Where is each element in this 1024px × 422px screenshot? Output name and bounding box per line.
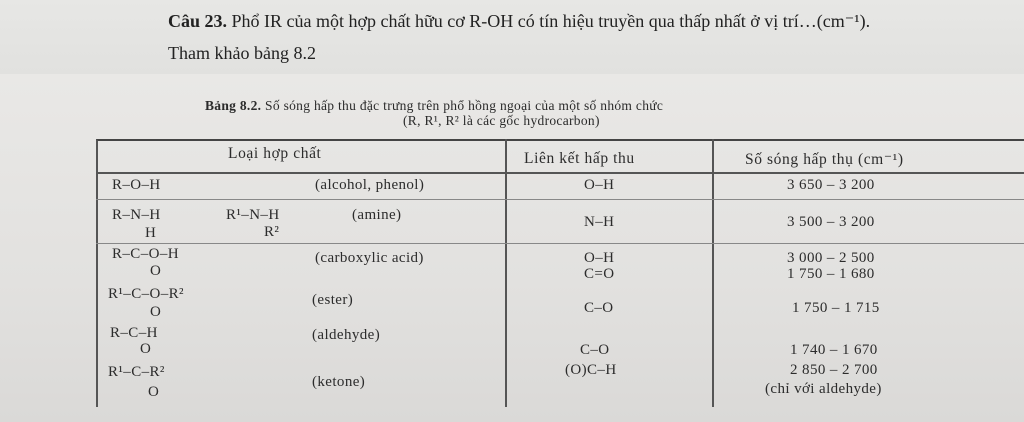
table-caption-text: Số sóng hấp thu đặc trưng trên phổ hồng ngoại của một số nhóm chức [265,98,664,113]
question-body: Phổ IR của một hợp chất hữu cơ R-OH có tín hiệu truyền qua thấp nhất ở vị trí…(cm⁻¹). [231,11,871,31]
row-divider [96,199,1024,200]
row-1-name: (alcohol, phenol) [315,177,425,193]
row-2-formula: R–N–H [112,207,161,223]
row-1-bond: O–H [584,177,615,193]
reference-text: Tham khảo bảng 8.2 [168,43,316,63]
row-2-bond: N–H [584,214,615,230]
header-bond: Liên kết hấp thu [524,150,635,167]
row-5-wavenumber: 1 740 – 1 670 [790,342,878,358]
row-3-bond: O–H [584,250,615,266]
row-6-name: (ketone) [312,374,366,390]
row-3-wavenumber: 3 000 – 2 500 [787,250,875,266]
column-divider-1 [505,139,507,407]
row-1-wavenumber: 3 650 – 3 200 [787,177,875,193]
row-6-formula: R¹–C–R² [108,364,165,380]
row-divider [96,243,1024,244]
header-divider [96,172,1024,174]
table-caption-note: (R, R¹, R² là các gốc hydrocarbon) [403,113,600,128]
row-3-formula: R–C–O–H [112,246,179,262]
row-3-bond2: C=O [584,266,615,282]
row-5-formula-sub: O [140,341,152,357]
header-wavenumber: Số sóng hấp thụ (cm⁻¹) [745,151,904,168]
row-4-name: (ester) [312,292,354,308]
row-4-formula-sub: O [150,304,162,320]
question-number: Câu 23. [168,11,228,31]
row-4-bond: C–O [584,300,614,316]
row-3-formula-sub: O [150,263,162,279]
row-2-formula2: R¹–N–H [226,207,280,223]
row-4-wavenumber: 1 750 – 1 715 [792,300,880,316]
row-5-name: (aldehyde) [312,327,381,343]
table-caption-title: Bảng 8.2. [205,98,262,113]
ir-table [96,139,1024,407]
row-3-wavenumber2: 1 750 – 1 680 [787,266,875,282]
row-5-bond: C–O [580,342,610,358]
row-2-formula-sub: H [145,225,157,241]
row-2-formula2-sub: R² [264,224,280,240]
row-6-wavenumber: 2 850 – 2 700 [790,362,878,378]
row-1-formula: R–O–H [112,177,161,193]
row-6-wavenumber-note: (chỉ với aldehyde) [765,381,882,397]
question-text [168,10,1008,32]
row-2-name: (amine) [352,207,402,223]
row-4-formula: R¹–C–O–R² [108,286,184,302]
row-2-wavenumber: 3 500 – 3 200 [787,214,875,230]
table-caption [205,98,925,128]
row-6-formula-sub: O [148,384,160,400]
column-divider-2 [712,139,714,407]
row-3-name: (carboxylic acid) [315,250,424,266]
header-compound-type: Loại hợp chất [228,145,322,162]
row-6-bond: (O)C–H [565,362,617,378]
row-5-formula: R–C–H [110,325,158,341]
